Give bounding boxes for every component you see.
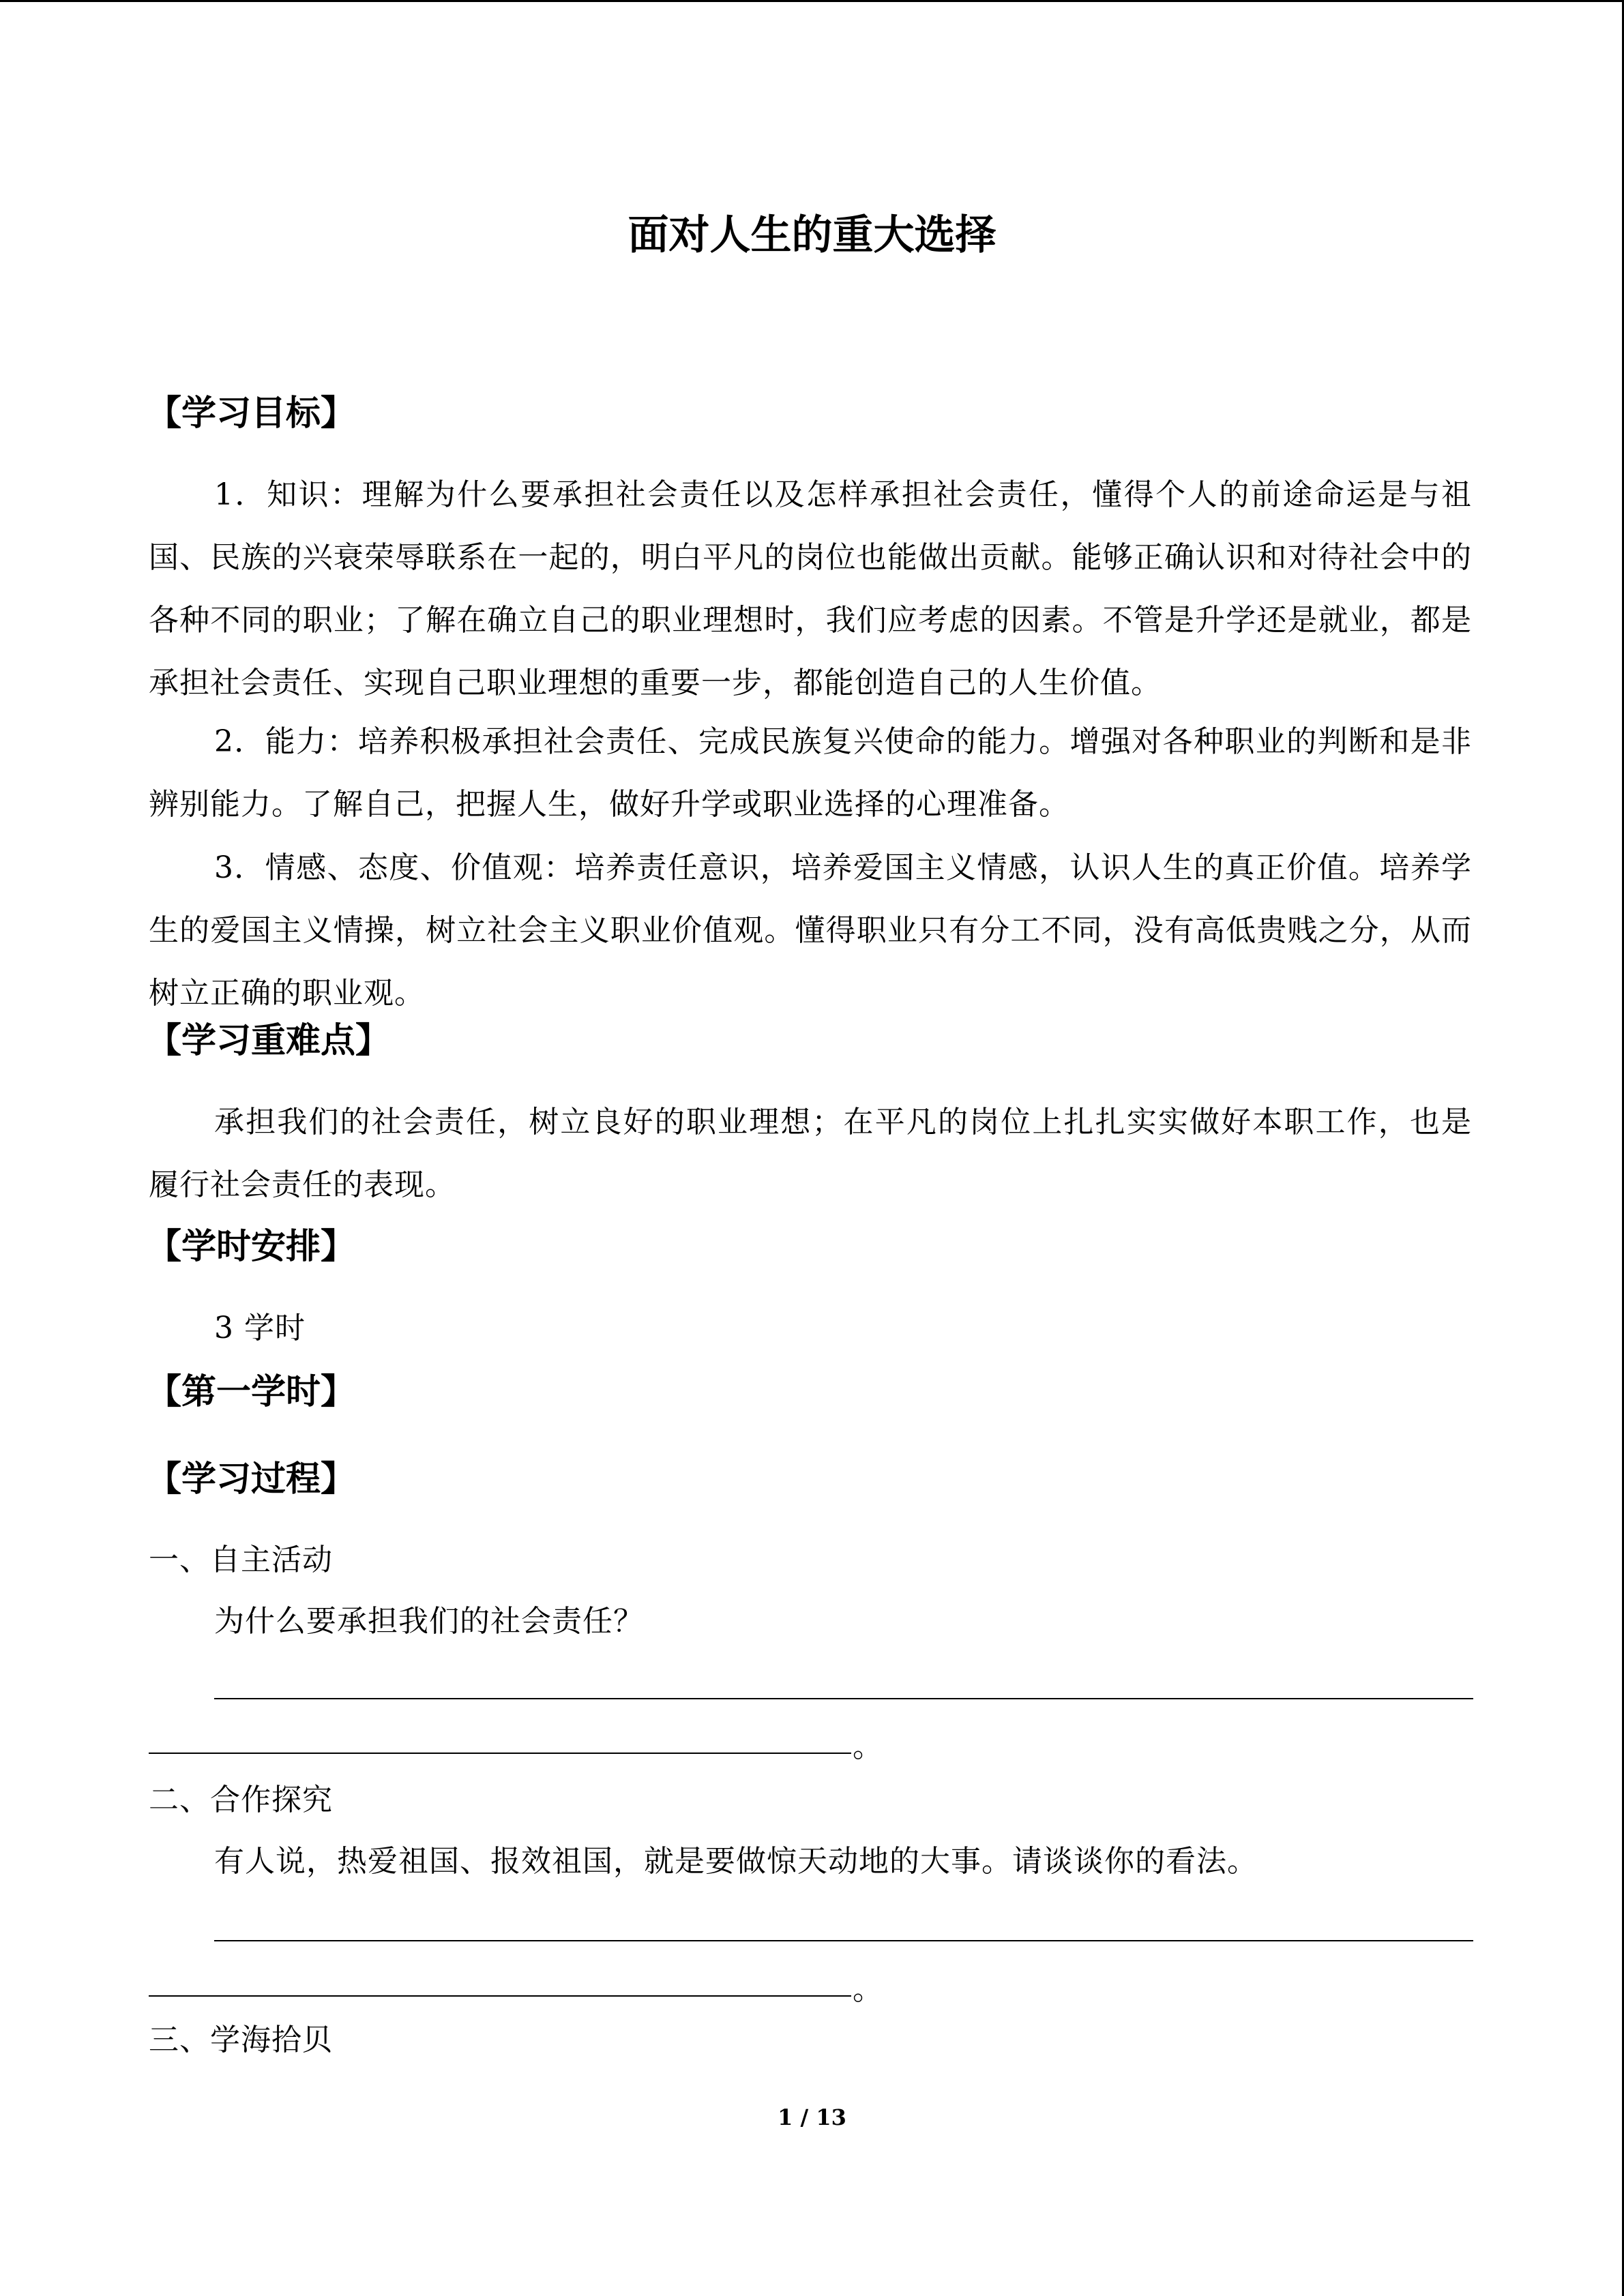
part3-title: 三、学海拾贝 [149,2023,333,2057]
part2-title: 二、合作探究 [149,1783,333,1817]
top-border [0,0,1624,2]
objectives-knowledge: 1．知识：理解为什么要承担社会责任以及怎样承担社会责任，懂得个人的前途命运是与祖国、民族的兴衰荣辱联系在一起的，明白平凡的岗位也能做出贡献。能够正确认识和对待社会中的各种不同的职业；了解在确立自己的职业理想时，我们应考虑的因素。不管是升学还是就业，都是承担社会责任、实现自己职业理想的重要一步，都能创造自己的人生价值。 [149,477,1472,700]
answer-line-1b[interactable] [149,1753,851,1754]
answer-line-1a[interactable] [214,1698,1473,1699]
key-points-heading: 【学习重难点】 [147,1021,391,1061]
first-period-heading: 【第一学时】 [147,1372,356,1412]
objectives-heading: 【学习目标】 [147,393,356,434]
answer-line-2b[interactable] [149,1995,851,1997]
part2-question: 有人说，热爱祖国、报效祖国，就是要做惊天动地的大事。请谈谈你的看法。 [214,1844,1258,1879]
objectives-ability: 2．能力：培养积极承担社会责任、完成民族复兴使命的能力。增强对各种职业的判断和是非辨别能力。了解自己，把握人生，做好升学或职业选择的心理准备。 [149,724,1472,822]
answer-line-2a[interactable] [214,1940,1473,1941]
page-title: 面对人生的重大选择 [628,211,996,259]
key-points-text: 承担我们的社会责任，树立良好的职业理想；在平凡的岗位上扎扎实实做好本职工作，也是履行社会责任的表现。 [149,1105,1472,1202]
schedule-text: 3 学时 [214,1311,306,1345]
schedule-heading: 【学时安排】 [147,1227,356,1267]
part1-title: 一、自主活动 [149,1542,333,1577]
process-heading: 【学习过程】 [147,1459,356,1500]
page-number: 1 / 13 [778,2104,846,2130]
answer-end-mark-1: 。 [853,1729,883,1764]
objectives-values: 3．情感、态度、价值观：培养责任意识，培养爱国主义情感，认识人生的真正价值。培养学生的爱国主义情操，树立社会主义职业价值观。懂得职业只有分工不同，没有高低贵贱之分，从而树立正确的职业观。 [149,850,1472,1011]
part1-question: 为什么要承担我们的社会责任？ [214,1604,644,1639]
answer-end-mark-2: 。 [853,1972,883,2007]
